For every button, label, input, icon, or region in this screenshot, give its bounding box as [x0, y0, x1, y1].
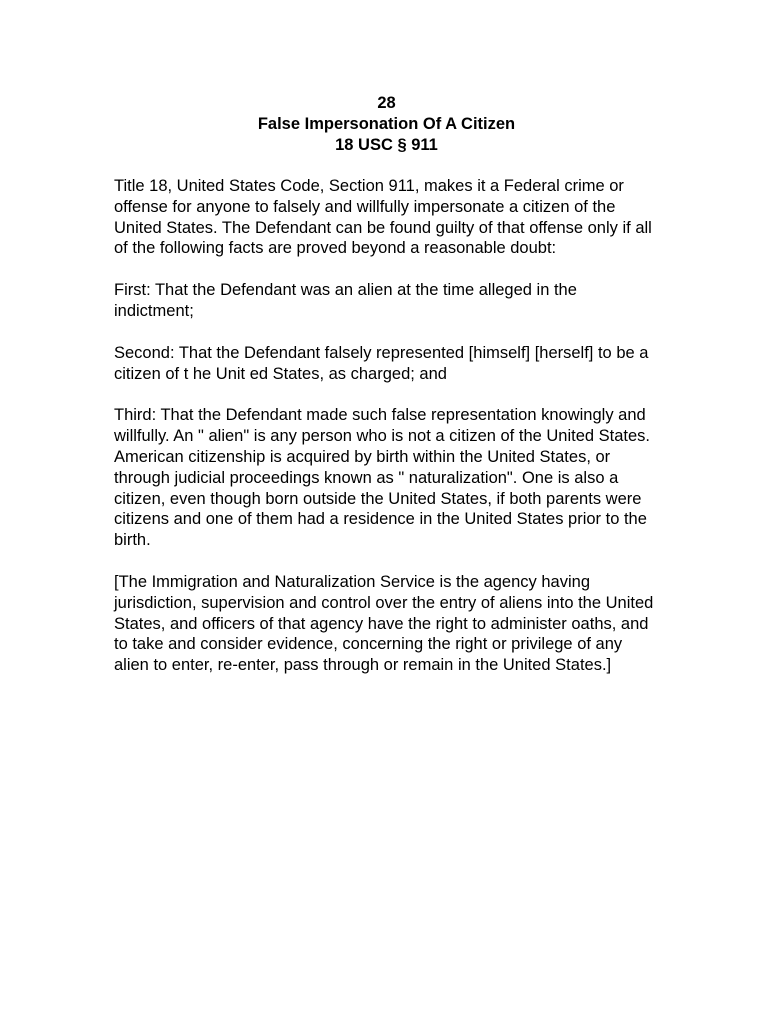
intro-paragraph: Title 18, United States Code, Section 911, makes it a Federal crime or offense for anyone to falsely and willfully impersonate a citizen of the United States. The Defendant can be found guilty of that offense only if all of the following facts are proved beyond a reasonable doubt:	[114, 177, 652, 258]
element-second-paragraph: Second: That the Defendant falsely represented [himself] [herself] to be a citizen of t he Unit ed States, as charged; and	[114, 343, 649, 383]
document-page	[114, 93, 659, 697]
element-third-paragraph: Third: That the Defendant made such false representation knowingly and willfully. An " alien" is any person who is not a citizen of the United States. American citizenship is acquired by birth within the United States, or through judicial proceedings known as " naturalization". One is also a citizen, even though born outside the United States, if both parents were citizens and one of them had a residence in the United States prior to the birth.	[114, 406, 651, 550]
document-heading	[114, 93, 659, 156]
element-first-paragraph: First: That the Defendant was an alien at the time alleged in the indictment;	[114, 281, 577, 320]
bracketed-note-paragraph: [The Immigration and Naturalization Service is the agency having jurisdiction, supervision and control over the entry of aliens into the United States, and officers of that agency have the right to administer oaths, and to take and consider evidence, concerning the right or privilege of any alien to enter, re-enter, pass through or remain in the United States.]	[114, 572, 654, 675]
instruction-number: 28	[377, 94, 396, 112]
statute-citation: 18 USC § 911	[335, 136, 438, 154]
document-title: False Impersonation Of A Citizen	[257, 115, 516, 133]
